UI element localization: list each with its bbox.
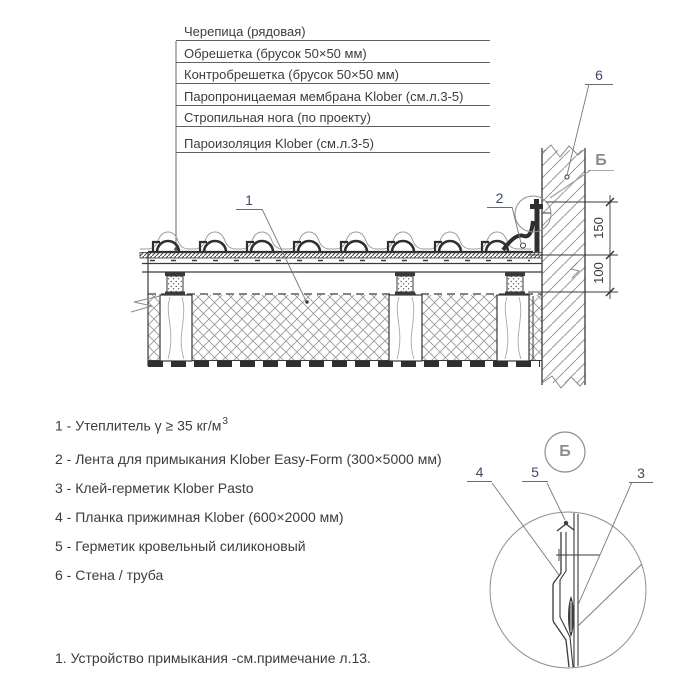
layer-label-membrane: Паропроницаемая мембрана Klober (см.л.3-5) — [176, 89, 490, 106]
callout-3-adhesive: 3 — [629, 466, 653, 483]
legend-item-1-sup: 3 — [222, 416, 228, 427]
detail-sealant-top — [564, 521, 568, 525]
detail-wall-edge — [574, 513, 578, 667]
easy-form-tape — [503, 221, 533, 250]
tile-layer — [140, 232, 533, 252]
detail-circle — [490, 512, 646, 668]
callout-4-clamp: 4 — [467, 465, 492, 482]
detail-leaders — [492, 482, 642, 626]
detail-view — [490, 432, 646, 668]
detail-flashing-profile — [553, 521, 574, 667]
dimension-100: 100 — [591, 262, 606, 284]
wall-section — [542, 145, 585, 388]
detail-marker-main: Б — [588, 152, 614, 171]
layer-label-rafter: Стропильная нога (по проекту) — [176, 110, 490, 127]
detail-marker-circle: Б — [559, 443, 571, 460]
legend-item-1 — [55, 417, 228, 434]
legend-item-3: 3 - Клей-герметик Klober Pasto — [55, 480, 254, 496]
membrane-and-batten-layers — [140, 253, 542, 295]
callout-6-wall: 6 — [585, 68, 613, 85]
legend-item-5: 5 - Герметик кровельный силиконовый — [55, 538, 306, 554]
callout-5-sealant: 5 — [522, 465, 548, 482]
note-text: 1. Устройство примыкания -см.примечание л.13. — [55, 650, 371, 666]
callout-1-insulation: 1 — [236, 193, 262, 210]
insulation-layer — [131, 252, 542, 366]
layer-label-counterbattens: Контробрешетка (брусок 50×50 мм) — [176, 67, 490, 84]
legend-item-6: 6 - Стена / труба — [55, 567, 164, 583]
legend-item-2: 2 - Лента для примыкания Klober Easy-Form (300×5000 мм) — [55, 451, 442, 467]
callout-2-tape: 2 — [487, 191, 512, 208]
layer-label-vapour-barrier: Пароизоляция Klober (см.л.3-5) — [176, 136, 490, 153]
dimension-150: 150 — [591, 217, 606, 239]
layer-label-battens: Обрешетка (брусок 50×50 мм) — [176, 46, 490, 63]
legend-item-4: 4 - Планка прижимная Klober (600×2000 мм) — [55, 509, 344, 525]
layer-label-tiles: Черепица (рядовая) — [176, 24, 490, 41]
legend-item-1-text: 1 - Утеплитель γ ≥ 35 кг/м — [55, 417, 222, 434]
counter-batten-blocks — [165, 273, 525, 295]
